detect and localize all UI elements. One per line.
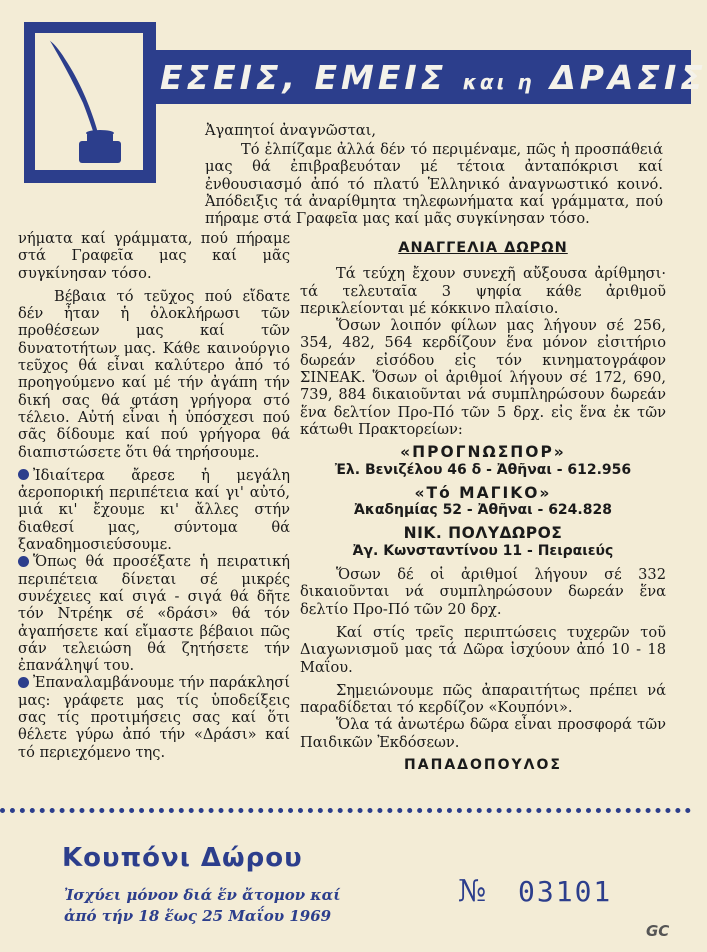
- left-paragraph-3: Ὅπως θά προσέξατε ἡ πειρατική περιπέτεια δίνεται σέ μικρές συνέχειες καί σιγά - σιγά θά δῆτε τόν Ντρέηκ σέ «δράσι» θά τόν ἀγαπήσετε καί εἴμαστε βέβαιοι πῶς σάν τελειώση θά ζητήσετε τήν ἐπανάληψί του.: [18, 553, 290, 675]
- right-paragraph-3: Ὅσων δέ οἱ ἀριθμοί λήγουν σέ 332 δικαιοῦνται νά συμπληρώσουν δωρεάν ἕνα δελτίο Προ-Πό τῶν 20 δρχ.: [300, 566, 666, 618]
- coupon-number: 03101: [518, 875, 613, 908]
- announcement-title: ΑΝΑΓΓΕΛΙΑ ΔΩΡΩΝ: [398, 240, 568, 256]
- coupon-validity: [64, 885, 384, 927]
- right-paragraph-5: Σημειώνουμε πῶς ἀπαραιτήτως πρέπει νά παραδίδεται τό κερδίζον «Κουπόνι».: [300, 681, 666, 717]
- right-paragraph-1: Τά τεύχη ἔχουν συνεχῆ αὔξουσα ἀρίθμησι· τά τελευταῖα 3 ψηφία κάθε ἀριθμοῦ περικλείονται μέ κόκκινο πλαίσιο.: [300, 265, 666, 317]
- title-small: και η: [462, 70, 535, 94]
- store-3-address: Ἀγ. Κωνσταντίνου 11 - Πειραιεύς: [352, 542, 614, 559]
- store-3-name: ΝΙΚ. ΠΟΛΥΔΩΡΟΣ: [403, 524, 563, 543]
- intro-text: Τό ἐλπίζαμε ἀλλά δέν τό περιμέναμε, πῶς ἡ προσπάθειά μας θά ἐπιβραβευόταν μέ τέτοια ἀνταπόκρισι καί ἐνθουσιασμό ἀπό τό πλατύ Ἑλληνικό ἀναγνωστικό κοινό. Ἀπόδειξις τά ἀναρίθμητα τηλεφωνήματα καί γράμματα, πού πήραμε στά Γραφεῖα μας καί μᾶς συγκίνησαν τόσο.: [205, 141, 663, 228]
- number-sign: №: [458, 874, 487, 909]
- dotted-divider: [0, 808, 691, 813]
- left-column: [18, 230, 290, 761]
- bullet-icon: [18, 469, 29, 480]
- right-paragraph-4: Καί στίς τρεῖς περιπτώσεις τυχερῶν τοῦ Διαγωνισμοῦ μας τά Δῶρα ἰσχύουν ἀπό 10 - 18 Μαΐου.: [300, 623, 666, 676]
- title-end: ΔΡΑΣΙΣ: [550, 58, 707, 97]
- quill-inkwell-icon: [35, 33, 143, 170]
- coupon-title: Κουπόνι Δώρου: [62, 843, 303, 873]
- bullet-icon: [18, 677, 29, 688]
- right-column: [300, 240, 666, 774]
- right-paragraph-6: Ὅλα τά ἀνωτέρω δῶρα εἶναι προσφορά τῶν Παιδικῶν Ἐκδόσεων.: [300, 716, 666, 751]
- intro-continuation: νήματα καί γράμματα, πού πήραμε στά Γραφεῖα μας καί μᾶς συγκίνησαν τόσο.: [18, 230, 290, 282]
- left-paragraph-1: Βέβαια τό τεῦχος πού εἴδατε δέν ἦταν ἡ ὁλοκλήρωσι τῶν προθέσεων μας καί τῶν δυνατοτήτων μας. Κάθε καινούργιο τεῦχος θά εἶναι καλύτερο ἀπό τό προηγούμενο καί μέ τήν ἀγάπη τήν δική σας θά φτάση γρήγορα στό τέλειο. Αὐτή εἶναι ἡ ὑπόσχεσι πού σᾶς δίδουμε καί πού γρήγορα θά διαπιστώσετε ὅτι θά τηρήσουμε.: [18, 287, 290, 461]
- intro-text-top: [205, 141, 663, 227]
- left-paragraph-2: Ἰδιαίτερα ἄρεσε ἡ μεγάλη ἀεροπορική περιπέτεια καί γι' αὐτό, μιά κι' ἔχουμε κι' ἄλλες στήν διαθεσί μας, σύντομα θά ξαναδημοσιεύσουμε.: [18, 466, 290, 554]
- store-2-name: «Τό ΜΑΓΙΚΟ»: [414, 483, 552, 502]
- logo: [24, 22, 156, 183]
- title-main: ΕΣΕΙΣ, ΕΜΕΙΣ: [160, 58, 448, 97]
- coupon-validity-line-1: Ἰσχύει μόνον διά ἕν ἄτομον καί: [64, 886, 341, 904]
- intro-block: [205, 122, 663, 139]
- coupon-validity-line-2: ἀπό τήν 18 ἕως 25 Μαΐου 1969: [64, 907, 332, 925]
- bullet-icon: [18, 556, 29, 567]
- store-2-address: Ἀκαδημίας 52 - Ἀθῆναι - 624.828: [354, 502, 612, 519]
- store-1-address: Ἐλ. Βενιζέλου 46 δ - Ἀθῆναι - 612.956: [334, 461, 632, 478]
- page-title: [160, 58, 707, 98]
- signature: ΠΑΠΑΔΟΠΟΥΛΟΣ: [404, 757, 562, 774]
- right-paragraph-2: Ὅσων λοιπόν φίλων μας λήγουν σέ 256, 354, 482, 564 κερδίζουν ἕνα μόνον εἰσιτήριο δωρεάν εἰσόδου εἰς τόν κινηματογράφον ΣΙΝΕΑΚ. Ὅσων οἱ ἀριθμοί λήγουν σέ 172, 690, 739, 884 δικαιοῦνται νά συμπληρώσουν δωρεάν ἕνα δελτίον Προ-Πό τῶν 5 δρχ. εἰς ἕνα ἐκ τῶν κάτωθι Πρακτορείων:: [300, 317, 666, 438]
- greeting: Ἀγαπητοί ἀναγνῶσται,: [205, 122, 376, 139]
- left-paragraph-4: Ἐπαναλαμβάνουμε τήν παράκλησί μας: γράφετε μας τίς ὑποδείξεις σας τίς προτιμήσεις σας καί ὅτι θέλετε γύρω ἀπό τήν «Δράσι» καί τό περιεχόμενο της.: [18, 674, 290, 761]
- store-1-name: «ΠΡΟΓΝΩΣΠΟΡ»: [400, 443, 566, 462]
- watermark: GC: [646, 922, 670, 940]
